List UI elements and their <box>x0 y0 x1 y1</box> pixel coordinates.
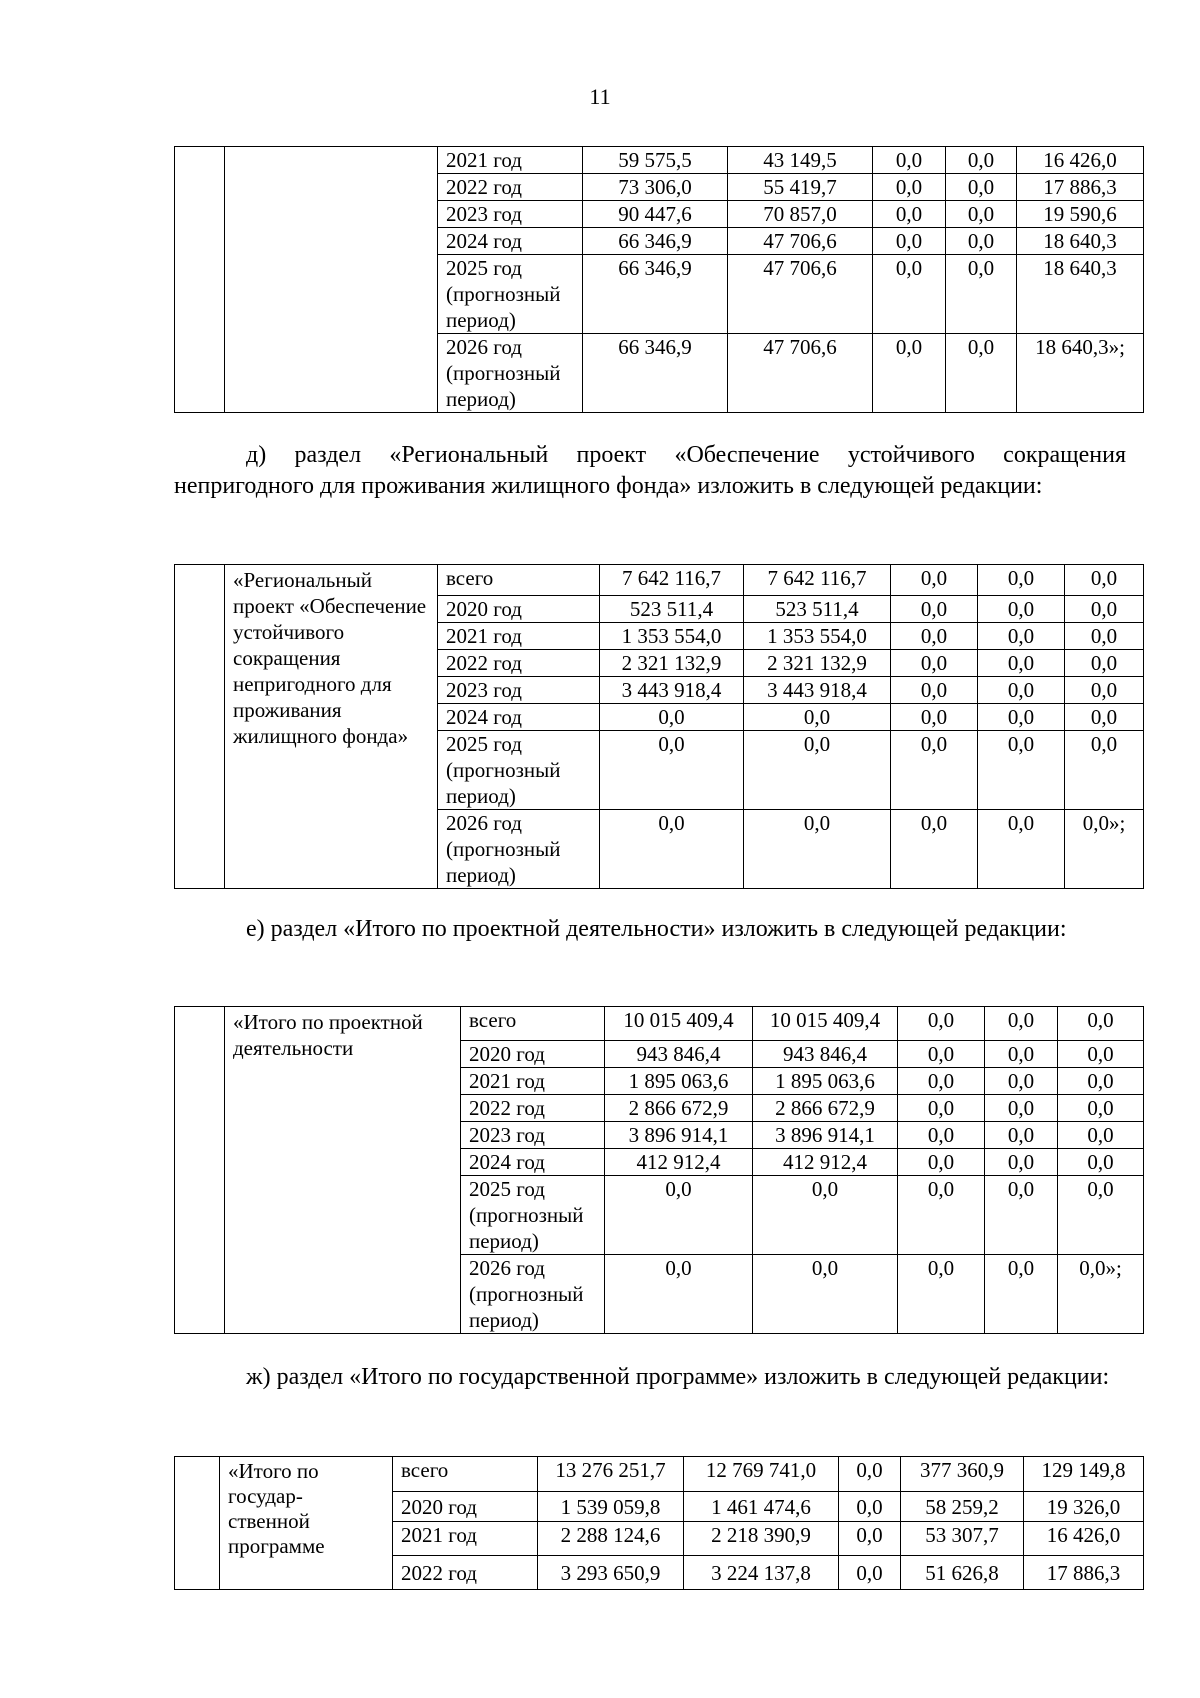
value-cell: 0,0»; <box>1058 1255 1144 1334</box>
value-cell: 1 353 554,0 <box>744 623 891 650</box>
value-cell: 0,0 <box>946 228 1017 255</box>
period-cell: 2021 год <box>393 1522 538 1556</box>
value-cell: 412 912,4 <box>605 1149 753 1176</box>
value-cell: 3 293 650,9 <box>538 1556 684 1590</box>
value-cell: 0,0 <box>605 1255 753 1334</box>
empty-cell <box>175 1007 225 1334</box>
value-cell: 0,0 <box>891 596 978 623</box>
value-cell: 0,0 <box>1058 1007 1144 1041</box>
value-cell: 66 346,9 <box>583 255 728 334</box>
value-cell: 19 590,6 <box>1017 201 1144 228</box>
empty-cell <box>175 1457 220 1590</box>
value-cell: 66 346,9 <box>583 228 728 255</box>
period-cell: 2021 год <box>438 147 583 174</box>
project-activity-total-table <box>174 1006 1144 1334</box>
value-cell: 943 846,4 <box>605 1041 753 1068</box>
value-cell: 12 769 741,0 <box>684 1457 839 1492</box>
state-program-total-table <box>174 1456 1144 1590</box>
value-cell: 10 015 409,4 <box>605 1007 753 1041</box>
value-cell: 0,0 <box>1065 565 1144 596</box>
value-cell: 0,0 <box>1058 1149 1144 1176</box>
value-cell: 16 426,0 <box>1017 147 1144 174</box>
value-cell: 10 015 409,4 <box>753 1007 898 1041</box>
value-cell: 377 360,9 <box>901 1457 1024 1492</box>
value-cell: 412 912,4 <box>753 1149 898 1176</box>
period-cell: 2025 год (прогнозный период) <box>438 731 600 810</box>
value-cell: 0,0 <box>1065 650 1144 677</box>
section-label: «Итого по государ-ственной программе <box>220 1457 393 1590</box>
value-cell: 1 353 554,0 <box>600 623 744 650</box>
value-cell: 0,0 <box>891 704 978 731</box>
value-cell: 0,0 <box>946 255 1017 334</box>
value-cell: 66 346,9 <box>583 334 728 413</box>
value-cell: 1 895 063,6 <box>605 1068 753 1095</box>
value-cell: 7 642 116,7 <box>600 565 744 596</box>
value-cell: 0,0 <box>946 201 1017 228</box>
regional-project-table <box>174 564 1144 889</box>
value-cell: 0,0 <box>873 174 946 201</box>
value-cell: 70 857,0 <box>728 201 873 228</box>
value-cell: 13 276 251,7 <box>538 1457 684 1492</box>
value-cell: 0,0 <box>985 1041 1058 1068</box>
value-cell: 47 706,6 <box>728 228 873 255</box>
period-cell: 2022 год <box>393 1556 538 1590</box>
empty-cell <box>175 565 225 889</box>
value-cell: 0,0 <box>946 334 1017 413</box>
value-cell: 0,0 <box>600 810 744 889</box>
period-cell: 2026 год (прогнозный период) <box>438 334 583 413</box>
period-cell: 2020 год <box>393 1492 538 1522</box>
value-cell: 18 640,3 <box>1017 228 1144 255</box>
value-cell: 0,0 <box>873 255 946 334</box>
value-cell: 0,0 <box>985 1007 1058 1041</box>
value-cell: 0,0 <box>891 810 978 889</box>
value-cell: 0,0 <box>1065 677 1144 704</box>
value-cell: 0,0 <box>839 1556 901 1590</box>
period-cell: 2023 год <box>461 1122 605 1149</box>
value-cell: 0,0 <box>1065 596 1144 623</box>
value-cell: 0,0 <box>873 228 946 255</box>
value-cell: 73 306,0 <box>583 174 728 201</box>
funding-table-continued <box>174 146 1144 413</box>
value-cell: 0,0 <box>1058 1176 1144 1255</box>
value-cell: 2 218 390,9 <box>684 1522 839 1556</box>
value-cell: 0,0 <box>839 1492 901 1522</box>
period-cell: 2023 год <box>438 201 583 228</box>
period-cell: 2026 год (прогнозный период) <box>461 1255 605 1334</box>
value-cell: 0,0 <box>978 596 1065 623</box>
value-cell: 0,0 <box>744 810 891 889</box>
table-row <box>175 1007 1144 1041</box>
value-cell: 0,0 <box>985 1149 1058 1176</box>
value-cell: 0,0 <box>898 1007 985 1041</box>
empty-cell <box>225 147 438 413</box>
value-cell: 0,0 <box>985 1122 1058 1149</box>
value-cell: 0,0 <box>744 704 891 731</box>
value-cell: 0,0 <box>978 623 1065 650</box>
value-cell: 0,0»; <box>1065 810 1144 889</box>
period-cell: всего <box>438 565 600 596</box>
value-cell: 0,0 <box>978 565 1065 596</box>
table-row <box>175 147 1144 174</box>
value-cell: 1 895 063,6 <box>753 1068 898 1095</box>
value-cell: 523 511,4 <box>744 596 891 623</box>
value-cell: 0,0 <box>1058 1068 1144 1095</box>
value-cell: 7 642 116,7 <box>744 565 891 596</box>
value-cell: 0,0 <box>753 1255 898 1334</box>
value-cell: 0,0 <box>978 810 1065 889</box>
table-row <box>175 565 1144 596</box>
value-cell: 0,0 <box>891 677 978 704</box>
value-cell: 0,0 <box>898 1122 985 1149</box>
value-cell: 19 326,0 <box>1024 1492 1144 1522</box>
value-cell: 3 896 914,1 <box>753 1122 898 1149</box>
value-cell: 0,0 <box>978 704 1065 731</box>
value-cell: 0,0 <box>839 1522 901 1556</box>
value-cell: 0,0 <box>946 147 1017 174</box>
value-cell: 0,0 <box>744 731 891 810</box>
value-cell: 2 321 132,9 <box>600 650 744 677</box>
period-cell: 2021 год <box>438 623 600 650</box>
value-cell: 51 626,8 <box>901 1556 1024 1590</box>
value-cell: 0,0 <box>873 201 946 228</box>
value-cell: 18 640,3»; <box>1017 334 1144 413</box>
period-cell: 2023 год <box>438 677 600 704</box>
value-cell: 0,0 <box>985 1176 1058 1255</box>
value-cell: 0,0 <box>600 704 744 731</box>
period-cell: 2024 год <box>438 228 583 255</box>
period-cell: 2024 год <box>438 704 600 731</box>
value-cell: 2 288 124,6 <box>538 1522 684 1556</box>
value-cell: 0,0 <box>898 1149 985 1176</box>
value-cell: 0,0 <box>1065 704 1144 731</box>
value-cell: 2 321 132,9 <box>744 650 891 677</box>
value-cell: 59 575,5 <box>583 147 728 174</box>
period-cell: 2025 год (прогнозный период) <box>438 255 583 334</box>
period-cell: 2022 год <box>461 1095 605 1122</box>
table-row <box>175 1457 1144 1492</box>
value-cell: 0,0 <box>985 1095 1058 1122</box>
paragraph-d: д) раздел «Региональный проект «Обеспечение устойчивого сокращения непригодного для проживания жилищного фонда» изложить в следующей редакции: <box>174 442 1126 499</box>
paragraph-zh: ж) раздел «Итого по государственной программе» изложить в следующей редакции: <box>246 1364 1110 1390</box>
value-cell: 1 461 474,6 <box>684 1492 839 1522</box>
value-cell: 43 149,5 <box>728 147 873 174</box>
period-cell: 2022 год <box>438 650 600 677</box>
value-cell: 0,0 <box>898 1255 985 1334</box>
value-cell: 0,0 <box>753 1176 898 1255</box>
value-cell: 0,0 <box>1058 1041 1144 1068</box>
value-cell: 0,0 <box>600 731 744 810</box>
value-cell: 0,0 <box>1065 623 1144 650</box>
value-cell: 0,0 <box>873 147 946 174</box>
value-cell: 129 149,8 <box>1024 1457 1144 1492</box>
value-cell: 55 419,7 <box>728 174 873 201</box>
value-cell: 3 443 918,4 <box>600 677 744 704</box>
value-cell: 0,0 <box>985 1068 1058 1095</box>
value-cell: 0,0 <box>1058 1122 1144 1149</box>
value-cell: 0,0 <box>978 650 1065 677</box>
value-cell: 3 443 918,4 <box>744 677 891 704</box>
value-cell: 53 307,7 <box>901 1522 1024 1556</box>
value-cell: 523 511,4 <box>600 596 744 623</box>
value-cell: 0,0 <box>978 677 1065 704</box>
page-number: 11 <box>589 84 611 109</box>
empty-cell <box>175 147 225 413</box>
value-cell: 0,0 <box>891 623 978 650</box>
value-cell: 943 846,4 <box>753 1041 898 1068</box>
value-cell: 0,0 <box>839 1457 901 1492</box>
period-cell: 2025 год (прогнозный период) <box>461 1176 605 1255</box>
value-cell: 0,0 <box>873 334 946 413</box>
period-cell: 2021 год <box>461 1068 605 1095</box>
value-cell: 0,0 <box>1065 731 1144 810</box>
value-cell: 0,0 <box>898 1095 985 1122</box>
period-cell: 2026 год (прогнозный период) <box>438 810 600 889</box>
period-cell: всего <box>393 1457 538 1492</box>
value-cell: 90 447,6 <box>583 201 728 228</box>
section-label: «Итого по проектной деятельности <box>225 1007 461 1334</box>
period-cell: всего <box>461 1007 605 1041</box>
period-cell: 2020 год <box>438 596 600 623</box>
period-cell: 2022 год <box>438 174 583 201</box>
value-cell: 3 224 137,8 <box>684 1556 839 1590</box>
period-cell: 2024 год <box>461 1149 605 1176</box>
section-label: «Региональный проект «Обеспечение устойчивого сокращения непригодного для проживания жилищного фонда» <box>225 565 438 889</box>
value-cell: 3 896 914,1 <box>605 1122 753 1149</box>
value-cell: 0,0 <box>605 1176 753 1255</box>
value-cell: 0,0 <box>946 174 1017 201</box>
value-cell: 47 706,6 <box>728 334 873 413</box>
value-cell: 2 866 672,9 <box>605 1095 753 1122</box>
value-cell: 47 706,6 <box>728 255 873 334</box>
value-cell: 16 426,0 <box>1024 1522 1144 1556</box>
value-cell: 18 640,3 <box>1017 255 1144 334</box>
value-cell: 0,0 <box>891 565 978 596</box>
value-cell: 1 539 059,8 <box>538 1492 684 1522</box>
value-cell: 17 886,3 <box>1017 174 1144 201</box>
value-cell: 0,0 <box>891 650 978 677</box>
value-cell: 17 886,3 <box>1024 1556 1144 1590</box>
paragraph-e: е) раздел «Итого по проектной деятельности» изложить в следующей редакции: <box>246 916 1067 942</box>
period-cell: 2020 год <box>461 1041 605 1068</box>
value-cell: 0,0 <box>898 1176 985 1255</box>
value-cell: 0,0 <box>898 1041 985 1068</box>
value-cell: 2 866 672,9 <box>753 1095 898 1122</box>
value-cell: 0,0 <box>985 1255 1058 1334</box>
value-cell: 0,0 <box>1058 1095 1144 1122</box>
value-cell: 0,0 <box>978 731 1065 810</box>
value-cell: 0,0 <box>891 731 978 810</box>
value-cell: 58 259,2 <box>901 1492 1024 1522</box>
value-cell: 0,0 <box>898 1068 985 1095</box>
